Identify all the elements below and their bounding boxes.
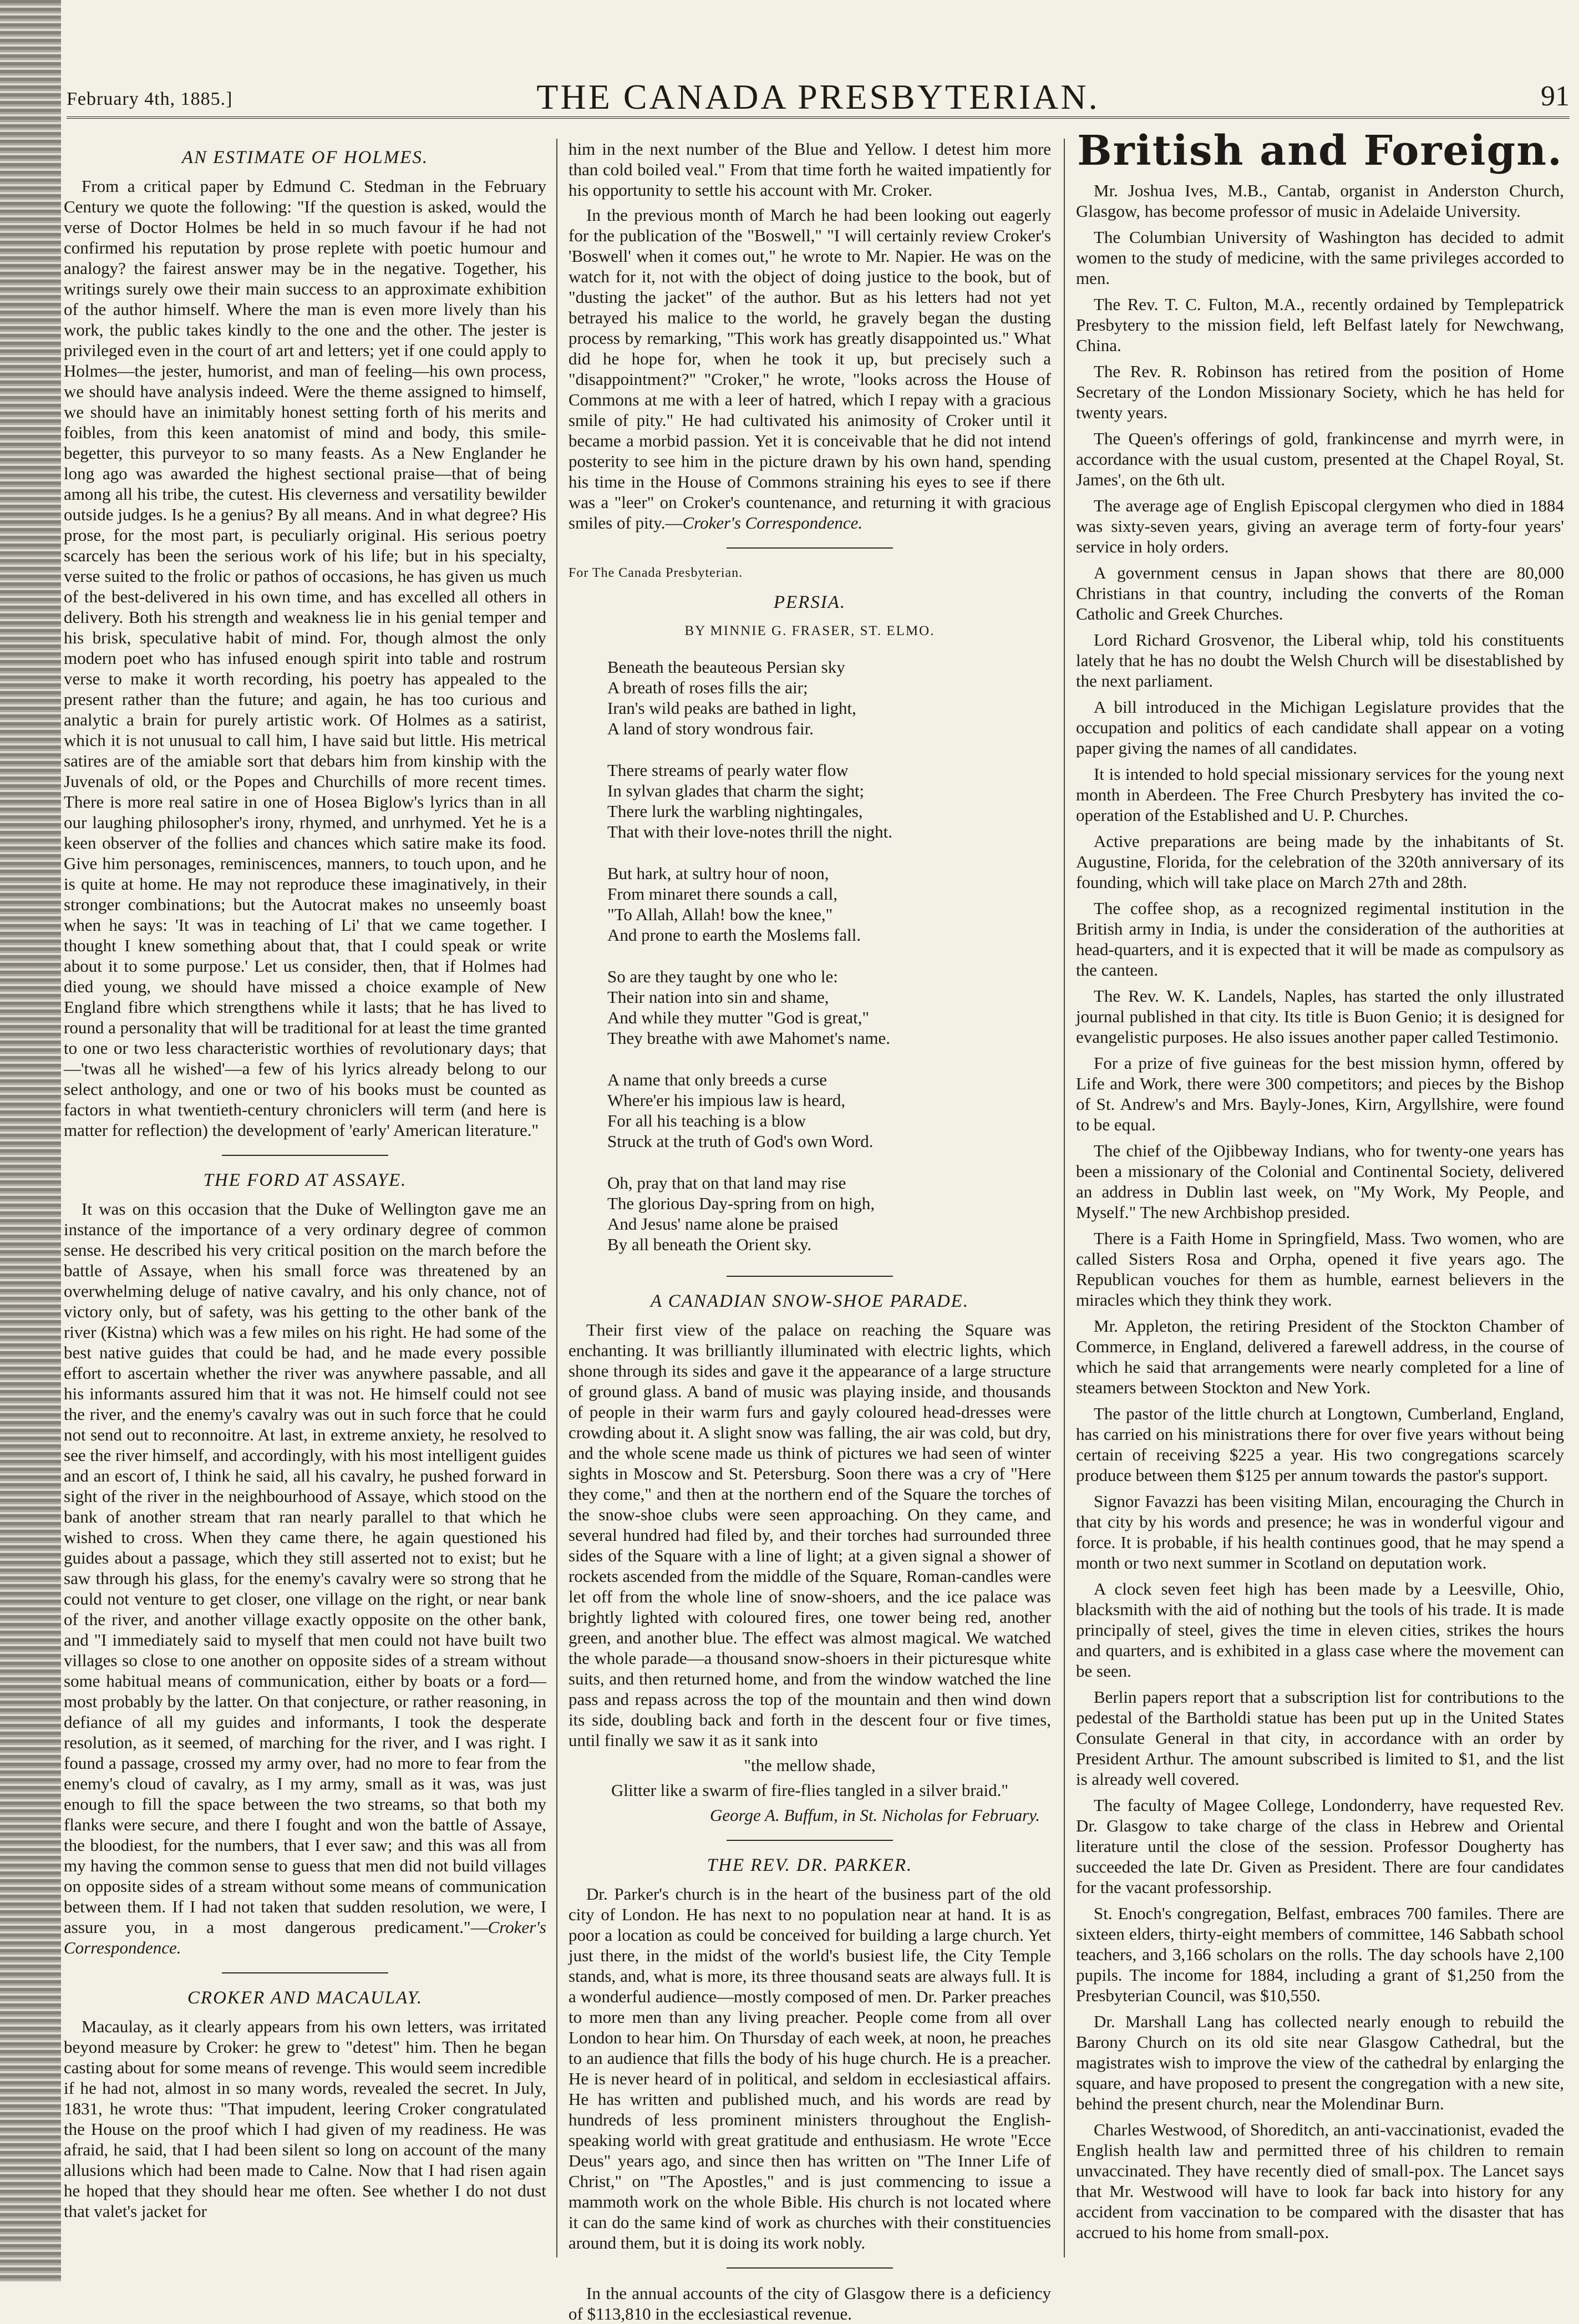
poem-stanza [607,863,1051,945]
poem-line: There lurk the warbling nightingales, [607,801,863,821]
poem-stanza [607,657,1051,739]
poem-line: Where'er his impious law is heard, [607,1090,846,1110]
poem-line: Iran's wild peaks are bathed in light, [607,698,856,718]
news-item: A government census in Japan shows that there are 80,000 Christians in that country, including the converts of the Roman Catholic and Greek Churches. [1076,563,1564,623]
article-text: It was on this occasion that the Duke of Wellington gave me an instance of the importance of a very ordinary degree of common sense. He described his very critical position on the march before the battle of Assaye, when his small force was threatened by an overwhelming deluge of native cavalry, and his only chance, not of victory only, but of safety, was his getting to the other bank of the river (Kistna) which was a few miles on his right. He had some of the best native guides that could be had, and he made every possible effort to ascertain whether the river was anywhere passable, and all his informants assured him that it was not. He himself could not see the river, and the enemy's cavalry was out in such force that he could not send out to reconnoitre. At last, in extreme anxiety, he resolved to see the river himself, and accordingly, with his most intelligent guides and an escort of, I think he said, all his cavalry, he pushed forward in sight of the river in the neighbourhood of Assaye, which stood on the bank of another stream that ran nearly parallel to that which he wished to cross. When they came there, he again questioned his guides about a passage, which they still asserted not to exist; but he saw through his glass, for the enemy's cavalry were so strong that he could not venture to get closer, one village on the right, or near bank of the river, and another village exactly opposite on the other bank, and "I immediately said to myself that men could not have built two villages so close to one another on opposite sides of a stream without some habitual means of communication, either by boats or a ford—most probably by the latter. On that conjecture, or rather reasoning, in defiance of all my guides and informants, I took the desperate resolution, as it seemed, of marching for the river, and I was right. I found a passage, crossed my army over, had no more to fear from the enemy's cloud of cavalry, as I my army, small as it was, was just enough to fill the space between the two streams, so that both my flanks were secure, and there I fought and won the battle of Assaye, the bloodiest, for the numbers, that I ever saw; and this was all from my having the common sense to guess that men did not build villages on opposite sides of a stream without some means of communication between them. If I had not taken that sudden resolution, we were, I assure you, in a most dangerous predicament."— [64,1199,546,1937]
article-separator [727,547,893,549]
poem-stanza [607,760,1051,842]
news-item: St. Enoch's congregation, Belfast, embraces 700 familes. There are sixteen elders, thirty-eight members of committee, 146 Sabbath school teachers, and 3,166 scholars on the rolls. The day schools have 2,100 pupils. The income for 1884, including a grant of $1,250 from the Presbyterian Council, was $10,550. [1076,1904,1564,2005]
page-number: 91 [1541,80,1570,112]
news-item: Signor Favazzi has been visiting Milan, encouraging the Church in that city by his words and presence; he was in wonderful vigour and force. It is probable, if his health continues good, that he may spend a month or two next summer in Scotland on deputation work. [1076,1491,1564,1572]
column-right [1076,127,1564,2257]
quoted-verse: "the mellow shade, [744,1755,876,1775]
poem-stanza [607,1069,1051,1151]
article-heading-croker: CROKER AND MACAULAY. [187,1988,423,2008]
poem-line: So are they taught by one who le: [607,967,838,986]
article-citation: Croker's Correspondence. [64,1917,546,1957]
article-body-croker-2 [568,205,1051,533]
poem-line: Oh, pray that on that land may rise [607,1173,846,1193]
poem-byline: BY MINNIE G. FRASER, ST. ELMO. [684,623,935,638]
poem-line: That with their love-notes thrill the night. [607,822,892,841]
article-body-croker-continued: him in the next number of the Blue and Yellow. I detest him more than cold boiled veal." From that time forth he waited impatiently for his opportunity to settle his account with Mr. Croker. [568,139,1051,200]
news-item: The Rev. R. Robinson has retired from the position of Home Secretary of the London Missionary Society, which he has held for twenty years. [1076,362,1564,422]
news-item: The average age of English Episcopal clergymen who died in 1884 was sixty-seven years, giving an average term of forty-four years' service in holy orders. [1076,496,1564,556]
article-text: In the previous month of March he had been looking out eagerly for the publication of the "Boswell," "I will certainly review Croker's 'Boswell' when it comes out," he wrote to Mr. Napier. He was on the watch for it, not with the object of doing justice to the book, but of "dusting the jacket" of the author. But as his letters had not yet betrayed his malice to the world, he gravely began the dusting process by remarking, "This work has greatly disappointed us." What did he hope for, when he took it up, but precisely such a "disappointment?" "Croker," he wrote, "looks across the House of Commons at me with a leer of hatred, which I repay with a gracious smile of pity." He had cultivated his animosity of Croker until it became a morbid passion. Yet it is conceivable that he did not intend posterity to see him in the picture drawn by his own hand, spending his time in the House of Commons straining his eyes to see if there was a "leer" on Croker's countenance, and returning it with gracious smiles of pity.— [568,205,1051,532]
poem-stanza [607,1173,1051,1255]
page-header [67,72,1570,119]
article-body-parker: Dr. Parker's church is in the heart of the business part of the old city of London. He has next to no population near at hand. It is as poor a location as could be conceived for building a large church. Yet just there, in the midst of the world's busiest life, the City Temple stands, and, what is more, its three thousand seats are always full. It is a wonderful audience—mostly composed of men. Dr. Parker preaches to more men than any living preacher. People come from all over London to hear him. On Thursday of each week, at noon, he preaches to an audience that fills the body of his huge church. He is a preacher. He is never heard of in political, and seldom in ecclesiastical affairs. He has written and published much, and his words are read by hundreds of less prominent ministers throughout the English-speaking world with great gratitude and enthusiasm. He wrote "Ecce Deus" years ago, and since then has written on "The Inner Life of Christ," on "The Apostles," and is just commencing to issue a mammoth work on the whole Bible. His church is not located where it can do the same kind of work as churches with their constituencies around them, but it is doing its work nobly. [568,1884,1051,2252]
poem-source-line: For The Canada Presbyterian. [568,566,743,580]
news-item: The Rev. T. C. Fulton, M.A., recently ordained by Templepatrick Presbytery to the mission field, left Belfast lately for Newchwang, China. [1076,295,1564,355]
news-item: The faculty of Magee College, Londonderry, have requested Rev. Dr. Glasgow to take charge of the class in Hebrew and Oriental literature until the close of the session. Professor Dougherty has succeeded the late Dr. Given as President. There are four candidates for the vacant professorship. [1076,1795,1564,1897]
news-item: Berlin papers report that a subscription list for contributions to the pedestal of the Bartholdi statue has been put up in the United States Consulate General in that city, in accordance with an order by President Arthur. The amount subscribed is limited to $1, and the list is already well covered. [1076,1687,1564,1789]
article-separator [222,1155,388,1156]
poem-line: For all his teaching is a blow [607,1111,806,1130]
section-heading-british-foreign: British and Foreign. [1077,127,1563,175]
news-item: The coffee shop, as a recognized regimental institution in the British army in India, is under the consideration of the authorities at head-quarters, and it is expected that it will be made as compulsory as the canteen. [1076,899,1564,980]
masthead-title: THE CANADA PRESBYTERIAN. [536,77,1100,116]
news-item: The Columbian University of Washington has decided to admit women to the study of medicine, with the same privileges accorded to men. [1076,227,1564,288]
poem-line: A name that only breeds a curse [607,1070,827,1089]
news-item: A bill introduced in the Michigan Legislature provides that the occupation and politics of each candidate shall appear on a voting paper giving the names of all candidates. [1076,697,1564,758]
newspaper-page [61,0,1579,2323]
poem-line: "To Allah, Allah! bow the knee," [607,905,833,924]
article-separator [222,1972,388,1973]
column-left [64,139,546,2257]
news-item: The Rev. W. K. Landels, Naples, has started the only illustrated journal published in that city. Its title is Buon Genio; it is designed for evangelistic purposes. He also issues another paper called Testimonio. [1076,986,1564,1047]
news-item: Charles Westwood, of Shoreditch, an anti-vaccinationist, evaded the English health law and permitted three of his children to remain unvaccinated. They have recently died of small-pox. The Lancet says that Mr. Westwood will have to look far back into history for any accident from vaccination to be compared with the disaster that has accrued to his home from small-pox. [1076,2120,1564,2242]
news-item: For a prize of five guineas for the best mission hymn, offered by Life and Work, there were 300 competitors; and pieces by the Bishop of St. Andrew's and Mrs. Bayly-Jones, Kirn, Argyllshire, were found to be equal. [1076,1053,1564,1134]
poem-line: Their nation into sin and shame, [607,987,829,1007]
article-heading-holmes: AN ESTIMATE OF HOLMES. [181,148,429,168]
article-citation: Croker's Correspondence. [682,513,863,532]
news-item: The pastor of the little church at Longtown, Cumberland, England, has carried on his ministrations there for over five years without being certain of receiving $225 a year. His two congregations scarcely produce between them $125 per annum towards the pastor's support. [1076,1404,1564,1485]
news-item: A clock seven feet high has been made by a Leesville, Ohio, blacksmith with the aid of nothing but the tools of his trade. It is made principally of steel, gives the time in eleven cities, strikes the hours and quarters, and is exhibited in a glass case where the movement can be seen. [1076,1579,1564,1681]
poem-line: In sylvan glades that charm the sight; [607,781,865,800]
news-item: The chief of the Ojibbeway Indians, who for twenty-one years has been a missionary of the Colonial and Continental Society, delivered an address in Dublin last week, on "My Work, My People, and Myself." The new Archbishop presided. [1076,1141,1564,1222]
article-separator [727,1840,893,1841]
poem-line: A land of story wondrous fair. [607,719,814,738]
issue-date: February 4th, 1885.] [67,89,233,109]
news-item: Lord Richard Grosvenor, the Liberal whip, told his constituents lately that he has no doubt the Welsh Church will be disestablished by the next parliament. [1076,630,1564,691]
poem-line: And while they mutter "God is great," [607,1008,870,1027]
article-attribution: George A. Buffum, in St. Nicholas for February. [710,1805,1040,1825]
news-item: Mr. Appleton, the retiring President of the Stockton Chamber of Commerce, in England, delivered a farewell address, in the course of which he said that arrangements were nearly completed for a line of steamers between Stockton and New York. [1076,1316,1564,1397]
poem-line: But hark, at sultry hour of noon, [607,864,829,883]
article-body-croker: Macaulay, as it clearly appears from his own letters, was irritated beyond measure by Croker: he grew to "detest" him. Then he began casting about for some means of revenge. This would seem incredible if he had not, almost in so many words, revealed the secret. In July, 1831, he wrote thus: "That impudent, leering Croker congratulated the House on the proof which I had given of my readiness. He was afraid, he said, that I had been silent so long on account of the many allusions which had been made to Calne. Now that I had risen again he hoped that they should hear me often. See whether I do not dust that valet's jacket for [64,2017,546,2221]
poem-line: A breath of roses fills the air; [607,678,808,697]
poem-line: From minaret there sounds a call, [607,884,837,904]
poem-line: By all beneath the Orient sky. [607,1235,812,1254]
news-item: There is a Faith Home in Springfield, Mass. Two women, who are called Sisters Rosa and Orpha, opened it five years ago. The Republican vouches for them as humble, earnest believers in the miracles which they think they work. [1076,1229,1564,1310]
article-body-assaye [64,1199,546,1958]
article-heading-snowshoe: A CANADIAN SNOW-SHOE PARADE. [650,1291,969,1311]
article-heading-assaye: THE FORD AT ASSAYE. [203,1170,407,1190]
column-middle [568,139,1051,2323]
poem-line: The glorious Day-spring from on high, [607,1194,875,1213]
news-item-glasgow: In the annual accounts of the city of Glasgow there is a deficiency of $113,810 in the ecclesiastical revenue. [568,2284,1051,2323]
column-rule [556,139,557,2257]
poem-line: And prone to earth the Moslems fall. [607,925,861,945]
article-body-snowshoe: Their first view of the palace on reaching the Square was enchanting. It was brilliantly illuminated with electric lights, which shone through its sides and gave it the appearance of a large structure of ground glass. A band of music was playing inside, and thousands of people in their warm furs and gayly coloured head-dresses were crowding about it. A slight snow was falling, the air was cold, but dry, and the whole scene made us think of pictures we had seen of winter sights in Moscow and St. Petersburg. Soon there was a cry of "Here they come," and then at the northern end of the Square the torches of the snow-shoe clubs were seen approaching. On they came, and several hundred had filed by, and their torches had surrounded three sides of the Square with a line of light; at a given signal a shower of rockets ascended from the middle of the Square, Roman-candles were let off from the whole line of snow-shoers, and the ice palace was brightly lighted with coloured fires, one tower being red, another green, and another blue. The effect was almost magical. We watched the whole parade—a thousand snow-shoers in their picturesque white suits, and then returned home, and from the window watched the line pass and repass across the top of the mountain and then wind down its side, doubling back and forth in the descent four or five times, until finally we saw it as it sank into [568,1320,1051,1750]
news-item: The Queen's offerings of gold, frankincense and myrrh were, in accordance with the usual custom, presented at the Chapel Royal, St. James', on the 6th ult. [1076,429,1564,489]
news-item: Mr. Joshua Ives, M.B., Cantab, organist in Anderston Church, Glasgow, has become professor of music in Adelaide University. [1076,181,1564,221]
poem-line: They breathe with awe Mahomet's name. [607,1028,891,1048]
article-separator [727,2267,893,2269]
quoted-verse: Glitter like a swarm of fire-flies tangled in a silver braid." [611,1780,1008,1800]
poem-stanza [607,966,1051,1048]
poem-line: Struck at the truth of God's own Word. [607,1131,874,1151]
poem-title-persia: PERSIA. [773,592,846,612]
news-item: Dr. Marshall Lang has collected nearly enough to rebuild the Barony Church on its old site near Glasgow Cathedral, but the magistrates wish to improve the view of the cathedral by enlarging the square, and have proposed to present the congregation with a new site, behind the present church, near the Molendinar Burn. [1076,2012,1564,2113]
article-separator [727,1276,893,1277]
news-item: Active preparations are being made by the inhabitants of St. Augustine, Florida, for the celebration of the 320th anniversary of its founding, which will take place on March 27th and 28th. [1076,831,1564,892]
article-body-holmes: From a critical paper by Edmund C. Stedman in the February Century we quote the following: "If the question is asked, would the verse of Doctor Holmes be held in so much favour if he had not confirmed his reputation by prose replete with poetic humour and analogy? the fairest answer may be in the negative. Together, his writings surely owe their main success to an approximate exhibition of the author himself. Where the man is even more lively than his work, the public takes kindly to the one and the other. The jester is privileged even in the court of art and letters; yet if one could apply to Holmes—the jester, humorist, and man of feeling—his own process, we should have analysis indeed. Were the theme assigned to himself, we should have an inimitably honest setting forth of his merits and foibles, from this keen anatomist of mind and body, this smile-begetter, this purveyor to so many feasts. As a New Englander he long ago was awarded the highest sectional praise—that of being among all his tribe, the cutest. His cleverness and versatility bewilder outside judges. Is he a genius? By all means. And in what degree? His prose, for the most part, is peculiarly original. His serious poetry scarcely has been the serious work of his life; but in his specialty, verse suited to the frolic or pathos of occasions, he has given us much of the best-delivered in his own time, and has excelled all others in delivery. Both his strength and weakness lie in his genial temper and his brisk, speculative habit of mind. For, though almost the only modern poet who has infused enough spirit into table and rostrum verse to make it worth recording, his poetry has appealed to the present rather than the future; and again, he has too curious and analytic a brain for purely artistic work. Of Holmes as a satirist, which it is not unusual to call him, I have said but little. His metrical satires are of the amiable sort that debars him from kinship with the Juvenals of old, or the Popes and Churchills of more recent times. There is more real satire in one of Hosea Biglow's lyrics than in all our laughing philosopher's irony, rhymed, and unrhymed. Yet he is a keen observer of the follies and chances which satire make its food. Give him personages, reminiscences, manners, to touch upon, and he is quite at home. He may not reproduce these imaginatively, in their stronger combinations; but the Autocrat makes no unseemly boast when he says: 'It was in teaching of Li' that we came together. I thought I knew something about that, that I could speak or write about it to some purpose.' Let us consider, then, that if Holmes had died young, we should have missed a choice example of New England fibre which strengthens while it lasts; that he has lived to round a personality that will be traditional for at least the time granted to one or two less characteristic worthies of revolutionary days; that—'twas all he wished'—a few of his lyrics already belong to our select anthology, and one or two of his books must be counted as factors in what twentieth-century chroniclers will term (and here is matter for reflection) the development of 'early' American literature." [64,176,546,1140]
poem-line: Beneath the beauteous Persian sky [607,657,845,677]
binding-spine [0,0,61,2282]
poem-line: There streams of pearly water flow [607,760,849,780]
article-heading-parker: THE REV. DR. PARKER. [707,1855,913,1875]
column-rule [1064,139,1065,2257]
poem-line: And Jesus' name alone be praised [607,1214,839,1234]
news-item: It is intended to hold special missionary services for the young next month in Aberdeen. The Free Church Presbytery has invited the co-operation of the Established and U. P. Churches. [1076,764,1564,825]
